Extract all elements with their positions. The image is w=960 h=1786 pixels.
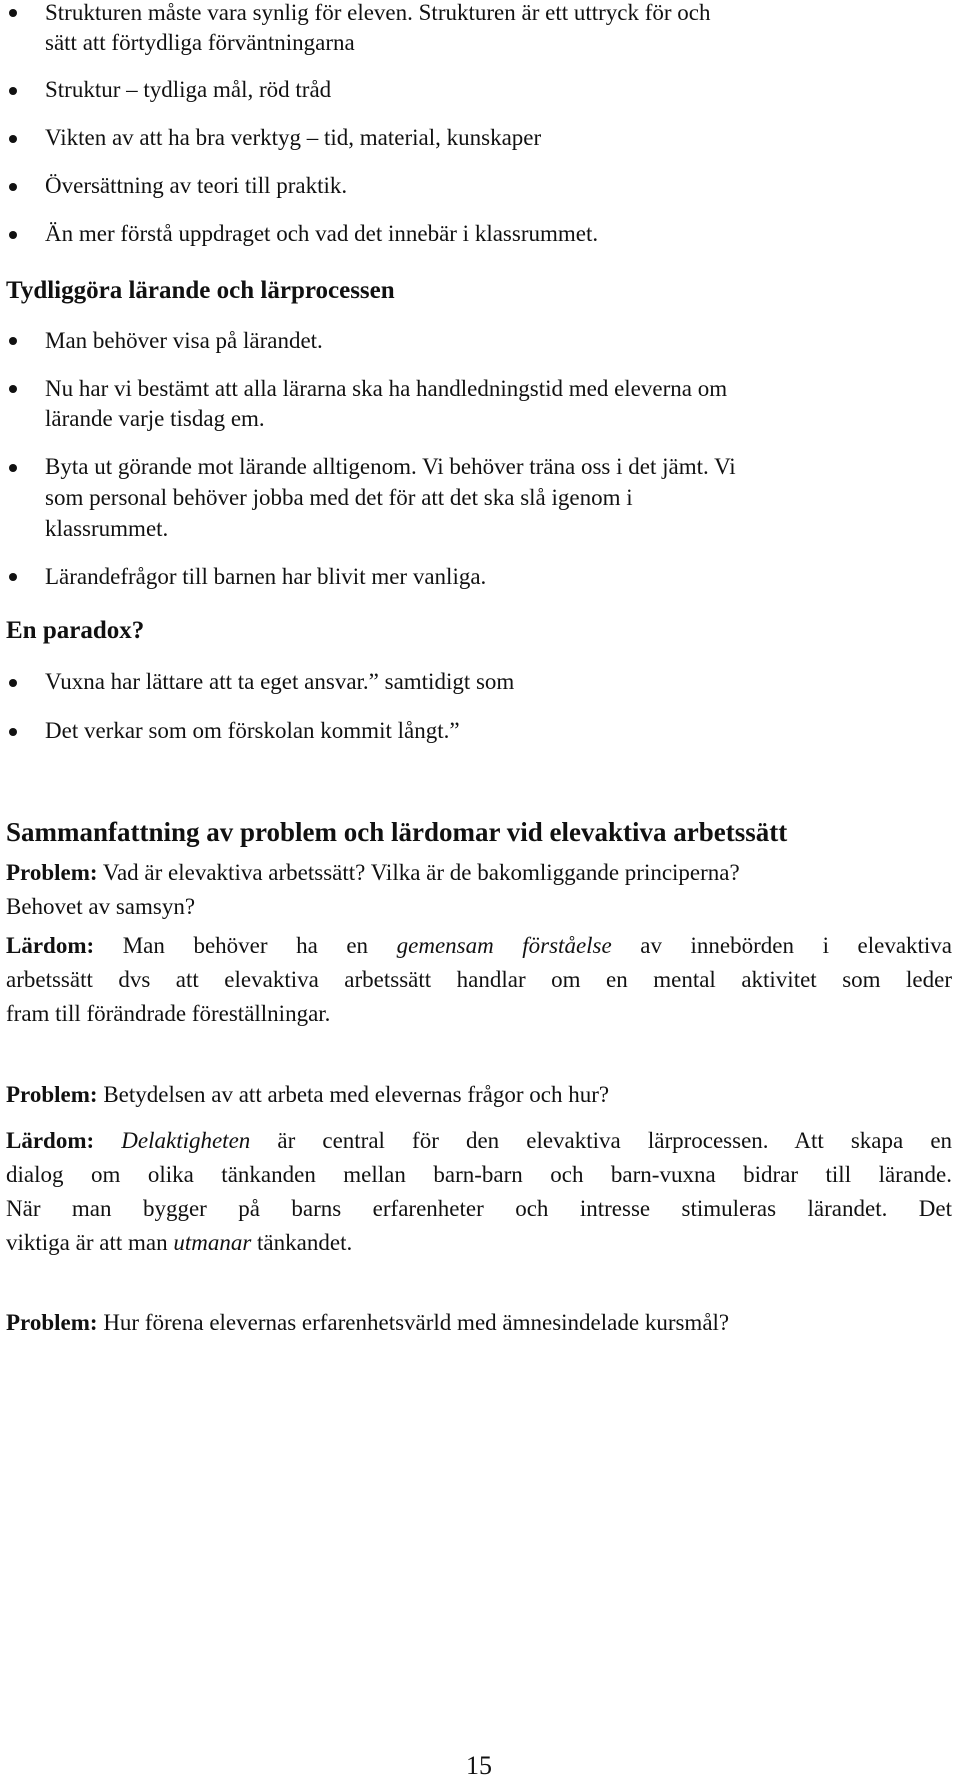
problem-paragraph (6, 1306, 952, 1340)
lesson-text: viktiga är att man (6, 1230, 168, 1255)
emphasis-text: Delaktigheten (121, 1128, 251, 1153)
lesson-text: av innebörden i elevaktiva (640, 933, 953, 958)
list-item: Nu har vi bestämt att alla lärarna ska ha handledningstid med eleverna om (45, 376, 728, 401)
problem-text: Hur förena elevernas erfarenhetsvärld med ämnesindelade kursmål? (103, 1310, 730, 1335)
bullet-icon (9, 464, 17, 472)
lesson-label: Lärdom: (6, 933, 95, 958)
bullet-icon (9, 728, 17, 736)
list-item: Byta ut görande mot lärande alltigenom. Vi behöver träna oss i det jämt. Vi (45, 454, 736, 479)
lesson-paragraph (6, 929, 952, 1031)
list-item: Lärandefrågor till barnen har blivit mer vanliga. (45, 564, 487, 589)
lesson-label: Lärdom: (6, 1128, 95, 1153)
list-item: Man behöver visa på lärandet. (45, 328, 323, 353)
emphasis-text: gemensam förståelse (396, 933, 612, 958)
list-item: lärande varje tisdag em. (45, 406, 265, 431)
problem-text: Behovet av samsyn? (6, 894, 196, 919)
list-item: Strukturen måste vara synlig för eleven. Strukturen är ett uttryck för och (45, 0, 711, 25)
problem-paragraph (6, 856, 952, 924)
lesson-text: dialog om olika tänkanden mellan barn-barn och barn-vuxna bidrar till lärande. (6, 1162, 952, 1187)
page-number: 15 (466, 1751, 492, 1780)
lesson-paragraph (6, 1124, 952, 1260)
bullet-icon (9, 183, 17, 191)
lesson-text: fram till förändrade föreställningar. (6, 1001, 331, 1026)
list-item: som personal behöver jobba med det för att det ska slå igenom i (45, 485, 633, 510)
emphasis-text: utmanar (173, 1230, 252, 1255)
bullet-icon (9, 9, 17, 17)
lesson-text: arbetssätt dvs att elevaktiva arbetssätt handlar om en mental aktivitet som leder (6, 967, 952, 992)
section-heading: Tydliggöra lärande och lärprocessen (6, 277, 395, 304)
lesson-text: Man behöver ha en (122, 933, 369, 958)
list-item: sätt att förtydliga förväntningarna (45, 30, 355, 55)
lesson-text: När man bygger på barns erfarenheter och intresse stimuleras lärandet. Det (6, 1196, 952, 1221)
bullet-icon (9, 573, 17, 581)
problem-paragraph (6, 1078, 952, 1112)
lesson-text: är central för den elevaktiva lärprocessen. Att skapa en (277, 1128, 953, 1153)
summary-heading: Sammanfattning av problem och lärdomar vid elevaktiva arbetssätt (6, 817, 788, 847)
problem-label: Problem: (6, 1310, 98, 1335)
bullet-icon (9, 337, 17, 345)
list-item: Översättning av teori till praktik. (45, 173, 348, 198)
list-item: Än mer förstå uppdraget och vad det innebär i klassrummet. (45, 221, 599, 246)
problem-text: Vad är elevaktiva arbetssätt? Vilka är de bakomliggande principerna? (102, 860, 740, 885)
lesson-text: tänkandet. (257, 1230, 353, 1255)
section-heading: En paradox? (6, 617, 145, 644)
bullet-icon (9, 385, 17, 393)
list-item: Struktur – tydliga mål, röd tråd (45, 77, 332, 102)
bullet-icon (9, 231, 17, 239)
list-item: klassrummet. (45, 516, 169, 541)
list-item: Vuxna har lättare att ta eget ansvar.” samtidigt som (45, 669, 515, 694)
problem-label: Problem: (6, 860, 98, 885)
bullet-icon (9, 135, 17, 143)
problem-label: Problem: (6, 1082, 98, 1107)
bullet-icon (9, 679, 17, 687)
bullet-icon (9, 87, 17, 95)
problem-text: Betydelsen av att arbeta med elevernas frågor och hur? (103, 1082, 610, 1107)
list-item: Vikten av att ha bra verktyg – tid, material, kunskaper (45, 125, 542, 150)
list-item: Det verkar som om förskolan kommit långt.” (45, 718, 460, 743)
